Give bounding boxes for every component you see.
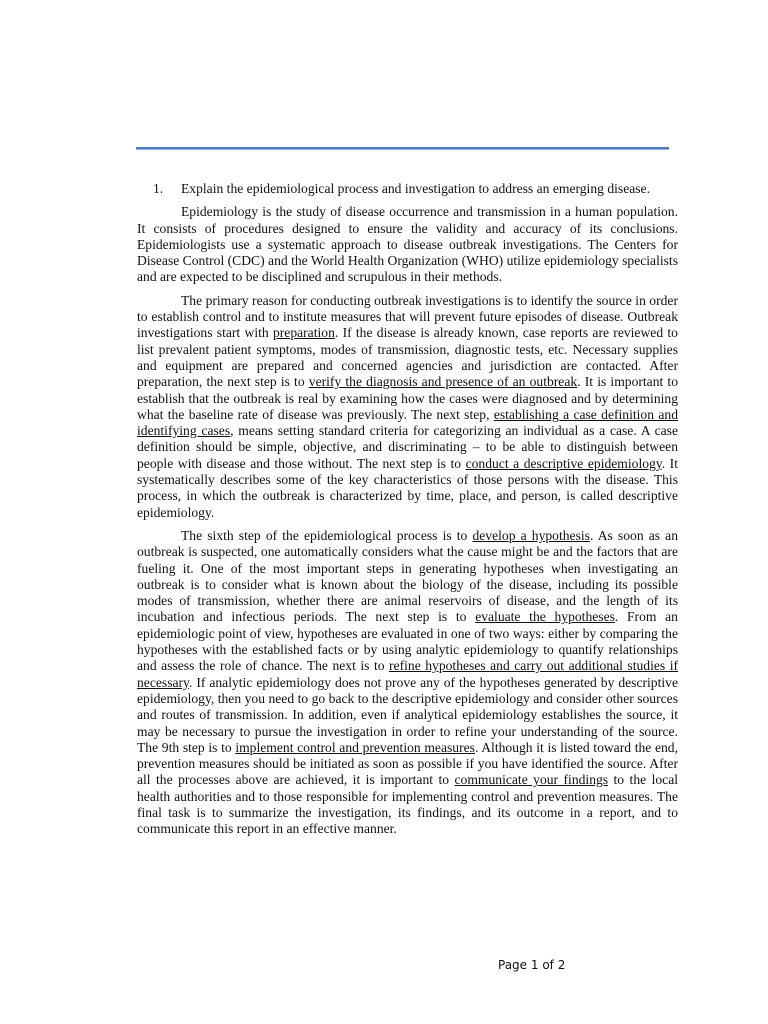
- text-run: . From an epidemiologic point of view, hypotheses are evaluated in one of two ways: either by comparing the hypotheses with the established facts or by using analytic epidemiology to quantify relationships and assess the role of chance. The next is to: [137, 609, 678, 674]
- text-run: . If analytic epidemiology does not prove any of the hypotheses generated by descriptive epidemiology, then you need to go back to the descriptive epidemiology and consider other sources and routes of transmission. In addition, even if analytical epidemiology establishes the source, it may be necessary to pursue the investigation in order to refine your understanding of the source. The 9th step is to: [137, 674, 678, 755]
- text-run: The primary reason for conducting outbreak investigations is to identify the source in order to establish control and to institute measures that will prevent future episodes of disease. Outbreak investigations start with: [137, 292, 678, 341]
- underlined-step: communicate your findings: [454, 772, 609, 788]
- underlined-step: develop a hypothesis: [472, 527, 590, 543]
- underlined-step: verify the diagnosis and presence of an outbreak: [308, 374, 578, 390]
- underlined-step: preparation: [272, 325, 335, 341]
- underlined-step: conduct a descriptive epidemiology: [465, 455, 662, 471]
- text-run: Epidemiology is the study of disease occurrence and transmission in a human population. It consists of procedures designed to ensure the validity and accuracy of its conclusions. Epidemiologists use a systematic approach to disease outbreak investigations. The Centers for Disease Control (CDC) and the World Health Organization (WHO) utilize epidemiology specialists and are expected to be disciplined and scrupulous in their methods.: [137, 204, 678, 285]
- underlined-step: establishing a case definition and identifying cases: [137, 406, 678, 439]
- text-run: . It systematically describes some of the key characteristics of those persons with the disease. This process, in which the outbreak is characterized by time, place, and person, is called descriptive epidemiology.: [137, 455, 678, 520]
- text-run: . As soon as an outbreak is suspected, one automatically considers what the cause might be and the factors that are fueling it. One of the most important steps in generating hypotheses when investigating an outbreak is to consider what is known about the biology of the disease, including its possible modes of transmission, whether there are animal reservoirs of disease, and the length of its incubation and infectious periods. The next step is to: [137, 527, 679, 625]
- header-rule: [136, 147, 669, 149]
- text-run: . Although it is listed toward the end, prevention measures should be initiated as soon as possible if you have identified the source. After all the processes above are achieved, it is important to: [137, 739, 678, 788]
- document-body: [137, 181, 678, 845]
- underlined-step: evaluate the hypotheses: [475, 609, 615, 625]
- paragraph-3: [137, 528, 678, 838]
- text-run: , means setting standard criteria for categorizing an individual as a case. A case definition should be simple, objective, and discriminating – to be able to distinguish between people with disease and those without. The next step is to: [137, 423, 679, 471]
- text-run: . If the disease is already known, case reports are reviewed to list prevalent patient symptoms, modes of transmission, diagnostic tests, etc. Necessary supplies and equipment are prepared and concerned agencies and jurisdiction are contacted. After preparation, the next step is to: [137, 325, 678, 390]
- question-number: 1.: [153, 181, 164, 196]
- text-run: . It is important to establish that the outbreak is real by examining how the cases were diagnosed and by determining what the baseline rate of disease was previously. The next step,: [137, 374, 679, 422]
- text-run: to the local health authorities and to those responsible for implementing control and prevention measures. The final task is to summarize the investigation, its findings, and its outcome in a report, and to communicate this report in an effective manner.: [137, 772, 679, 837]
- question-text: Explain the epidemiological process and investigation to address an emerging disease.: [181, 181, 650, 196]
- underlined-step: refine hypotheses and carry out additional studies if necessary: [137, 658, 679, 690]
- page-number: Page 1 of 2: [498, 958, 566, 972]
- question-item: [137, 181, 678, 197]
- paragraph-1: [137, 204, 678, 285]
- underlined-step: implement control and prevention measures: [235, 739, 475, 755]
- text-run: The sixth step of the epidemiological process is to: [181, 527, 473, 543]
- paragraph-2: [137, 293, 678, 521]
